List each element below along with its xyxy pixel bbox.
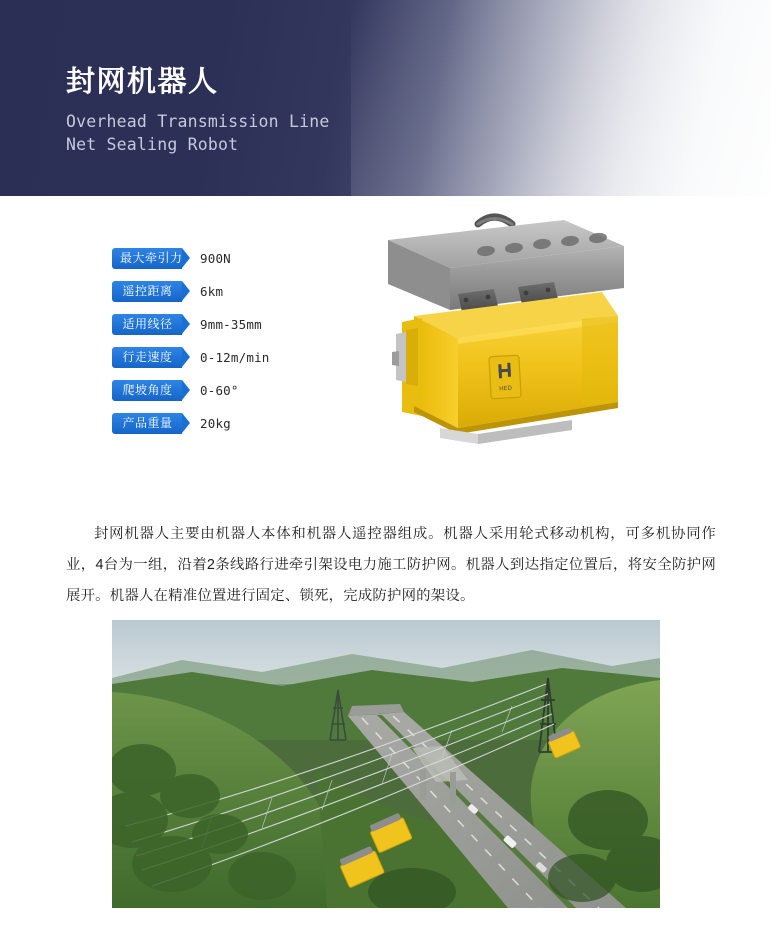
spec-label: 适用线径 xyxy=(112,314,182,335)
spec-row xyxy=(112,314,352,335)
page-subtitle-line-1: Overhead Transmission Line xyxy=(66,112,330,131)
spec-label: 最大牵引力 xyxy=(112,248,182,269)
page-title: 封网机器人 xyxy=(66,66,219,98)
product-image xyxy=(366,206,656,468)
spec-value: 20kg xyxy=(200,416,231,431)
spec-label: 行走速度 xyxy=(112,347,182,368)
svg-text:HED: HED xyxy=(499,385,513,393)
page-header-banner xyxy=(0,0,771,196)
spec-row xyxy=(112,281,352,302)
page-subtitle-line-2: Net Sealing Robot xyxy=(66,135,239,154)
spec-label: 爬坡角度 xyxy=(112,380,182,401)
field-photo-image xyxy=(112,620,660,908)
spec-value: 6km xyxy=(200,284,224,299)
field-photo xyxy=(112,620,660,908)
banner-text-block xyxy=(66,62,329,156)
spec-value: 9mm-35mm xyxy=(200,317,262,332)
product-description: 封网机器人主要由机器人本体和机器人遥控器组成。机器人采用轮式移动机构，可多机协同作业，4台为一组，沿着2条线路行进牵引架设电力施工防护网。机器人到达指定位置后，将安全防护网展开。机器人在精准位置进行固定、锁死，完成防护网的架设。 xyxy=(66,526,716,605)
spec-row xyxy=(112,413,352,434)
spec-value: 0-12m/min xyxy=(200,350,270,365)
spec-list xyxy=(112,248,352,446)
spec-label: 遥控距离 xyxy=(112,281,182,302)
specs-and-product-section xyxy=(0,196,771,481)
spec-row xyxy=(112,347,352,368)
spec-row xyxy=(112,248,352,269)
spec-row xyxy=(112,380,352,401)
spec-label: 产品重量 xyxy=(112,413,182,434)
spec-value: 0-60° xyxy=(200,383,239,398)
spec-value: 900N xyxy=(200,251,231,266)
